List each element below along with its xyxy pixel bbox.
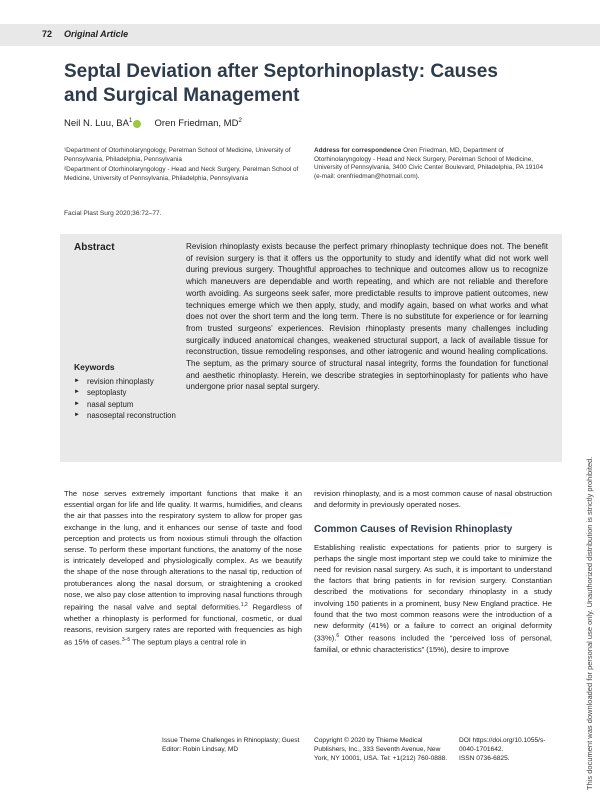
article-title: Septal Deviation after Septorhinoplasty: Causes and Surgical Management	[64, 61, 498, 106]
correspondence	[314, 147, 550, 181]
section-heading: Common Causes of Revision Rhinoplasty	[314, 524, 513, 536]
body-text: Other reasons included the “perceived loss of personal, familial, or ethnic characteristics” (15%), desire to improve	[314, 633, 552, 654]
keyword-item: ► nasal septum	[74, 399, 184, 410]
correspondence-text: Oren Friedman, MD, Department of Otorhinolaryngology - Head and Neck Surgery, Perelman School of Medicine, University of Pennsylvania, 3400 Civic Center Boulevard, Philadelphia, PA 19104 (e-mail: orenfriedman@hotmail.com).	[314, 147, 544, 180]
keyword-item: ► nasoseptal reconstruction	[74, 410, 184, 421]
page-number: 72	[42, 29, 53, 39]
issn: ISSN 0736-6825.	[459, 755, 510, 762]
copyright: Copyright © 2020 by Thieme Medical Publishers, Inc., 333 Seventh Avenue, New York, NY 10001, USA. Tel: +1(212) 760-0888.	[314, 737, 448, 762]
abstract-text: Revision rhinoplasty exists because the perfect primary rhinoplasty technique does not. The benefit of revision surgery is that it offers us the opportunity to study and identify what did not work well during previous surgery. Thoughtful approaches to technique and outcomes allow us to recognize which maneuvers are dependable and worth repeating, and which are not reliable and therefore worth avoiding. As surgeons seek safer, more predictable results to improve patient outcomes, new techniques emerge which we then apply, study, and modify again, based on what works and what does not over the short term and the long term. There is no substitute for experience or for learning from trusted surgeons’ experiences. Revision rhinoplasty presents many challenges including surgically induced anatomical changes, weakened structural support, a lack of available tissue for reconstruction, tissue remodeling responses, and other iatrogenic and wound healing complications. The septum, as the primary source of structural nasal integrity, forms the foundation for functional and aesthetic rhinoplasty. Herein, we describe strategies in septorhinoplasty for patients who have undergone prior nasal septal surgery.	[186, 242, 548, 392]
body-text: Regardless of whether a rhinoplasty is performed for functional, cosmetic, or dual reasons, revision surgery rates are reported with frequencies as high as 15% of cases.	[64, 602, 302, 647]
keywords-heading: Keywords	[74, 362, 115, 372]
reference-sup[interactable]: 6	[336, 633, 340, 640]
affiliation: ²Department of Otorhinolaryngology - Head and Neck Surgery, Perelman School of Medicine, University of Pennsylvania, Philadelphia, Pennsylvania	[64, 166, 299, 182]
author-line	[64, 118, 242, 129]
orcid-icon[interactable]	[133, 120, 141, 128]
reference-sup[interactable]: 3–5	[121, 637, 131, 644]
body-text: revision rhinoplasty, and is a most common cause of nasal obstruction and deformity in previously operated noses.	[314, 489, 552, 510]
author-affil-sup: 2	[238, 118, 242, 124]
reference-sup[interactable]: 1,2	[240, 602, 248, 609]
body-column-right	[314, 488, 552, 655]
body-text: The septum plays a central role in	[130, 637, 247, 647]
doi-issn	[459, 736, 559, 763]
affiliations	[64, 147, 304, 185]
author-affil-sup: 1	[128, 118, 133, 124]
abstract-heading: Abstract	[74, 242, 115, 253]
body-text: Establishing realistic expectations for patients prior to surgery is perhaps the single most important step we could take to minimize the need for revision nasal surgery. As such, it is important to understand the factors that bring patients in for revision surgery. Constantian described the motivations for secondary rhinoplasty in a study involving 150 patients in a prominent, busy New England practice. He found that the two most common reasons were the introduction of a new deformity (41%) or a failure to correct an original deformity (33%).	[314, 542, 552, 643]
side-watermark: This document was downloaded for personal use only. Unauthorized distribution is strictly prohibited.	[585, 456, 594, 790]
body-text: The nose serves extremely important functions that make it an essential organ for life and life quality. It warms, humidifies, and cleans the air that passes into the respiratory system to allow for proper gas exchange in the lung, and it enhances our sense of taste and food perception and protects us from noxious stimuli through the olfaction sense. To perform these important functions, the anatomy of the nose is intricately developed and physiologically complex. As we beautify the shape of the nose through alterations to the nasal tip, reduction of protuberances along the nasal dorsum, or straightening a crooked nose, we also pay close attention to improving nasal functions through repairing the nasal valve and septal deformities.	[64, 489, 302, 612]
doi[interactable]: DOI https://doi.org/10.1055/s-0040-1701642.	[459, 737, 546, 753]
body-column-left	[64, 488, 302, 648]
section-label: Original Article	[64, 29, 129, 39]
affiliation: ¹Department of Otorhinolaryngology, Perelman School of Medicine, University of Pennsylvania, Philadelphia, Pennsylvania	[64, 147, 291, 163]
issue-theme: Issue Theme Challenges in Rhinoplasty; Guest Editor: Robin Lindsay, MD	[162, 737, 300, 753]
keyword-item: ► revision rhinoplasty	[74, 376, 184, 387]
author-name: Oren Friedman, MD	[154, 118, 239, 130]
citation: Facial Plast Surg 2020;36:72–77.	[64, 210, 162, 217]
author-name: Neil N. Luu, BA	[64, 118, 129, 130]
keywords-list	[74, 376, 184, 422]
correspondence-label: Address for correspondence	[314, 147, 402, 154]
keyword-item: ► septoplasty	[74, 387, 184, 398]
